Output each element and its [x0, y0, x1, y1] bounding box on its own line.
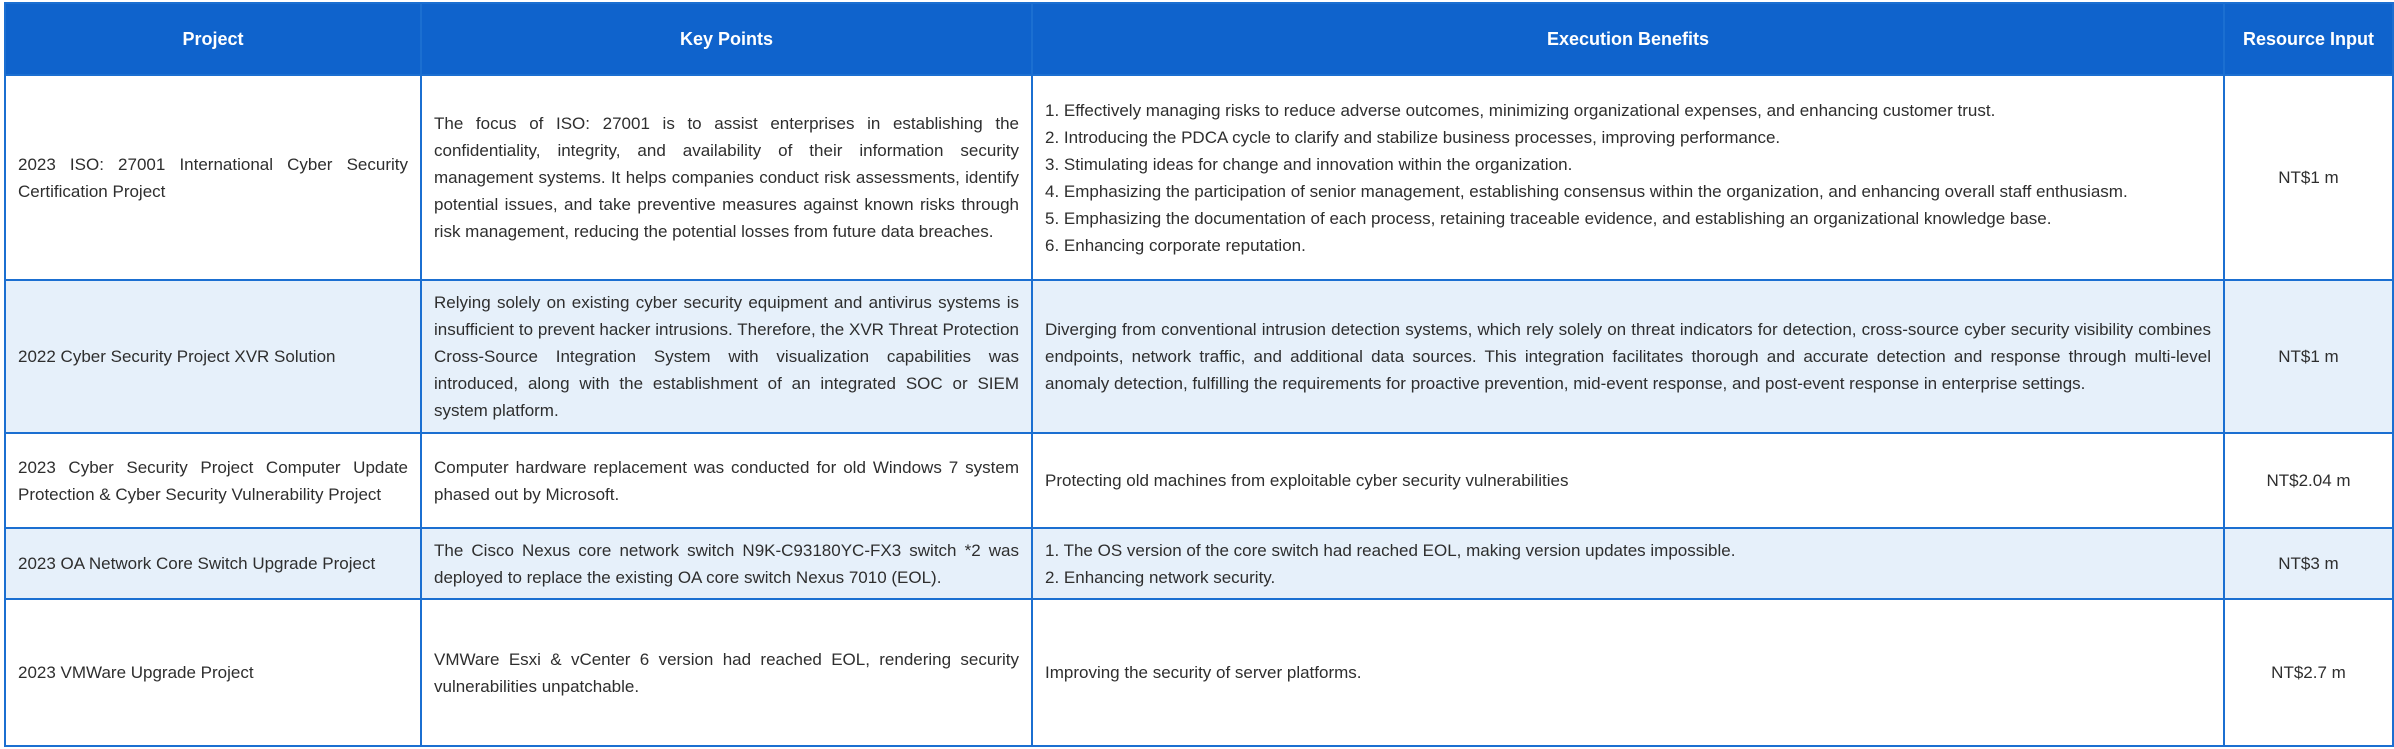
execution-benefits-cell: [1032, 280, 2224, 433]
key-points-cell: The Cisco Nexus core network switch N9K-C93180YC-FX3 switch *2 was deployed to replace the existing OA core switch Nexus 7010 (EOL).: [421, 528, 1032, 599]
resource-input-cell: NT$1 m: [2224, 280, 2393, 433]
header-project: Project: [5, 3, 421, 75]
project-cell: 2023 Cyber Security Project Computer Update Protection & Cyber Security Vulnerability Project: [5, 433, 421, 528]
benefit-item: Improving the security of server platforms.: [1045, 663, 1362, 682]
resource-input-cell: NT$2.04 m: [2224, 433, 2393, 528]
table-row: [5, 528, 2393, 599]
table-row: [5, 433, 2393, 528]
execution-benefits-cell: [1032, 433, 2224, 528]
project-cell: 2022 Cyber Security Project XVR Solution: [5, 280, 421, 433]
benefit-item: 6. Enhancing corporate reputation.: [1045, 235, 1306, 255]
execution-benefits-cell: [1032, 75, 2224, 280]
header-key-points: Key Points: [421, 3, 1032, 75]
resource-input-cell: NT$1 m: [2224, 75, 2393, 280]
table-row: [5, 75, 2393, 280]
investment-table-container: [4, 2, 2392, 747]
benefit-item: 3. Stimulating ideas for change and innovation within the organization.: [1045, 154, 1573, 174]
project-cell: 2023 ISO: 27001 International Cyber Security Certification Project: [5, 75, 421, 280]
table-row: [5, 280, 2393, 433]
benefit-item: 2. Enhancing network security.: [1045, 567, 1276, 587]
table-header-row: [5, 3, 2393, 75]
benefit-item: 4. Emphasizing the participation of senior management, establishing consensus within the organization, and enhancing overall staff enthusiasm.: [1045, 181, 2128, 201]
table-row: [5, 599, 2393, 746]
benefit-item: 1. The OS version of the core switch had reached EOL, making version updates impossible.: [1045, 540, 1736, 560]
key-points-cell: VMWare Esxi & vCenter 6 version had reached EOL, rendering security vulnerabilities unpatchable.: [421, 599, 1032, 746]
benefit-item: 5. Emphasizing the documentation of each process, retaining traceable evidence, and establishing an organizational knowledge base.: [1045, 208, 2052, 228]
cyber-security-investment-table: [4, 2, 2394, 747]
project-cell: 2023 OA Network Core Switch Upgrade Project: [5, 528, 421, 599]
project-cell: 2023 VMWare Upgrade Project: [5, 599, 421, 746]
resource-input-cell: NT$3 m: [2224, 528, 2393, 599]
execution-benefits-cell: [1032, 528, 2224, 599]
benefit-item: 2. Introducing the PDCA cycle to clarify and stabilize business processes, improving performance.: [1045, 127, 1781, 147]
execution-benefits-cell: [1032, 599, 2224, 746]
header-resource-input: Resource Input: [2224, 3, 2393, 75]
benefit-item: 1. Effectively managing risks to reduce adverse outcomes, minimizing organizational expenses, and enhancing customer trust.: [1045, 100, 1996, 120]
benefit-item: Diverging from conventional intrusion detection systems, which rely solely on threat indicators for detection, cross-source cyber security visibility combines endpoints, network traffic, and additional data sources. This integration facilitates thorough and accurate detection and response through multi-level anomaly detection, fulfilling the requirements for proactive prevention, mid-event response, and post-event response in enterprise settings.: [1045, 320, 2211, 393]
key-points-cell: Relying solely on existing cyber security equipment and antivirus systems is insufficient to prevent hacker intrusions. Therefore, the XVR Threat Protection Cross-Source Integration System with visualization capabilities was introduced, along with the establishment of an integrated SOC or SIEM system platform.: [421, 280, 1032, 433]
key-points-cell: Computer hardware replacement was conducted for old Windows 7 system phased out by Microsoft.: [421, 433, 1032, 528]
key-points-cell: The focus of ISO: 27001 is to assist enterprises in establishing the confidentiality, integrity, and availability of their information security management systems. It helps companies conduct risk assessments, identify potential issues, and take preventive measures against known risks through risk management, reducing the potential losses from future data breaches.: [421, 75, 1032, 280]
header-execution-benefits: Execution Benefits: [1032, 3, 2224, 75]
resource-input-cell: NT$2.7 m: [2224, 599, 2393, 746]
benefit-item: Protecting old machines from exploitable cyber security vulnerabilities: [1045, 471, 1569, 490]
